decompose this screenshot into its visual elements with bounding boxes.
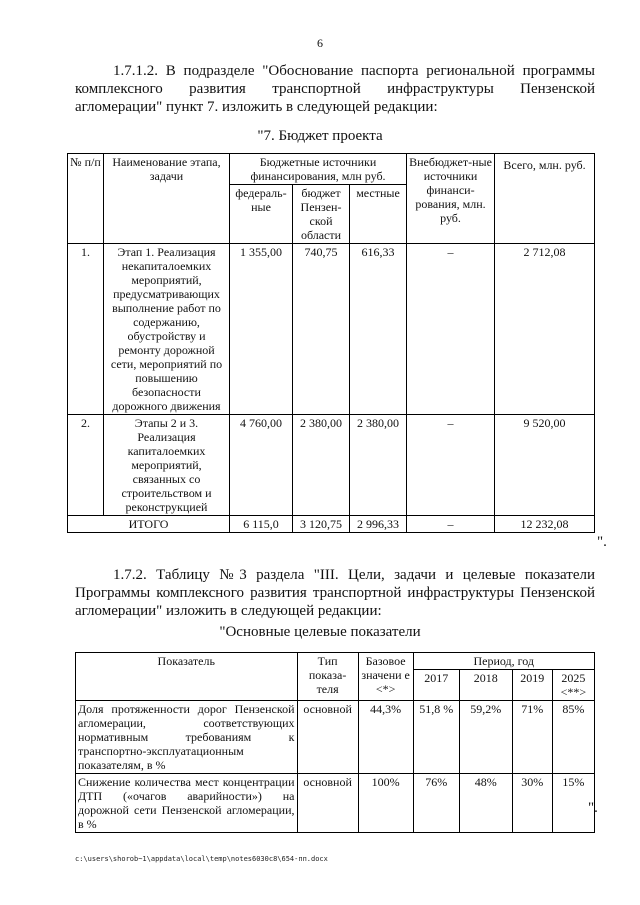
row-value: 51,8 % — [413, 701, 459, 774]
indicators-heading: "Основные целевые показатели — [219, 624, 421, 640]
header-name: Наименование этапа, задачи — [104, 154, 230, 244]
row-regional: 740,75 — [293, 244, 350, 415]
row-federal: 4 760,00 — [230, 415, 293, 516]
totals-local: 2 996,33 — [350, 516, 407, 533]
totals-label: ИТОГО — [68, 516, 230, 533]
header-num: № п/п — [68, 154, 104, 244]
totals-regional: 3 120,75 — [293, 516, 350, 533]
header-year: 2025 <**> — [552, 670, 594, 701]
file-path-footer: c:\users\shorob~1\appdata\local\temp\notes6030c8\654-пп.docx — [75, 855, 328, 863]
header-period: Период, год — [413, 653, 594, 670]
totals-extra: – — [407, 516, 495, 533]
row-name: Этап 1. Реализация некапиталоемких мероприятий, предусматривающих выполнение работ по содержанию, обустройству и ремонту дорожной сети, мероприятий по повышению безопасности дорожного движения — [104, 244, 230, 415]
row-value: 59,2% — [459, 701, 512, 774]
row-base: 100% — [358, 774, 413, 833]
table-row — [76, 774, 595, 833]
row-total: 9 520,00 — [495, 415, 595, 516]
header-type: Тип показа-теля — [297, 653, 358, 701]
budget-heading: "7. Бюджет проекта — [257, 128, 383, 144]
row-regional: 2 380,00 — [293, 415, 350, 516]
row-type: основной — [297, 774, 358, 833]
row-type: основной — [297, 701, 358, 774]
row-local: 2 380,00 — [350, 415, 407, 516]
indicators-table — [75, 652, 595, 833]
row-total: 2 712,08 — [495, 244, 595, 415]
header-year: 2019 — [512, 670, 552, 701]
row-indicator: Доля протяженности дорог Пензенской агломерации, соответствующих нормативным требованиям к транспортно-эксплуатационным показателям, в % — [76, 701, 298, 774]
amendment-paragraph-1: 1.7.1.2. В подразделе "Обоснование паспорта региональной программы комплексного развития транспортной инфраструктуры Пензенской агломерации" пункт 7. изложить в следующей редакции: — [75, 63, 595, 115]
row-value: 85% — [552, 701, 594, 774]
header-federal: федераль-ные — [230, 185, 293, 244]
row-local: 616,33 — [350, 244, 407, 415]
table-row — [76, 701, 595, 774]
header-year: 2017 — [413, 670, 459, 701]
header-extrabudget: Внебюджет-ные источники финанси-рования, млн. руб. — [407, 154, 495, 244]
closing-quote-2: ". — [588, 800, 598, 816]
totals-row — [68, 516, 595, 533]
row-value: 48% — [459, 774, 512, 833]
header-budget-sources: Бюджетные источники финансирования, млн руб. — [230, 154, 407, 185]
row-value: 15% — [552, 774, 594, 833]
row-value: 30% — [512, 774, 552, 833]
closing-quote-1: ". — [597, 534, 607, 550]
row-federal: 1 355,00 — [230, 244, 293, 415]
table-row — [68, 244, 595, 415]
totals-total: 12 232,08 — [495, 516, 595, 533]
header-regional: бюджет Пензен-ской области — [293, 185, 350, 244]
header-local: местные — [350, 185, 407, 244]
header-total: Всего, млн. руб. — [495, 154, 595, 244]
header-base: Базовое значени е <*> — [358, 653, 413, 701]
row-indicator: Снижение количества мест концентрации ДТП («очагов аварийности») на дорожной сети Пензенской агломерации, в % — [76, 774, 298, 833]
table-row — [68, 415, 595, 516]
totals-federal: 6 115,0 — [230, 516, 293, 533]
row-base: 44,3% — [358, 701, 413, 774]
amendment-paragraph-2: 1.7.2. Таблицу №3 раздела "III. Цели, задачи и целевые показатели Программы комплексного развития транспортной инфраструктуры Пензенской агломерации" изложить в следующей редакции: — [75, 567, 595, 619]
row-extra: – — [407, 244, 495, 415]
row-value: 76% — [413, 774, 459, 833]
header-indicator: Показатель — [76, 653, 298, 701]
budget-table — [67, 153, 595, 533]
row-name: Этапы 2 и 3. Реализация капиталоемких мероприятий, связанных со строительством и реконструкцией — [104, 415, 230, 516]
page-number: 6 — [317, 36, 323, 50]
row-num: 1. — [68, 244, 104, 415]
row-num: 2. — [68, 415, 104, 516]
row-value: 71% — [512, 701, 552, 774]
header-year: 2018 — [459, 670, 512, 701]
row-extra: – — [407, 415, 495, 516]
